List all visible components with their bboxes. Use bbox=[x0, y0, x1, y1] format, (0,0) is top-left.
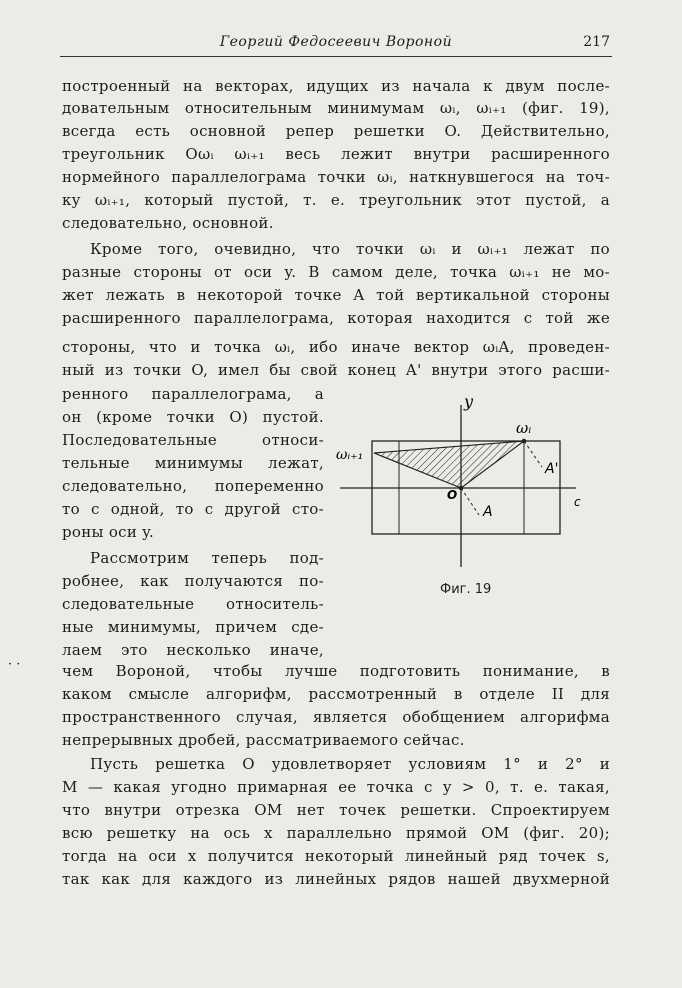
figure-19 bbox=[336, 395, 586, 610]
text-line: следовательные относитель- bbox=[62, 595, 324, 613]
text-line: довательным относительным минимумам ωᵢ, ωᵢ₊₁ (фиг. 19), bbox=[62, 99, 610, 117]
text-line: нормейного параллелограма точки ωᵢ, наткнувшегося на точ- bbox=[62, 168, 610, 186]
text-line: построенный на векторах, идущих из начала к двум после- bbox=[62, 77, 610, 95]
text-line: Кроме того, очевидно, что точки ωᵢ и ωᵢ₊₁ лежат по bbox=[90, 240, 610, 258]
figure-caption: Фиг. 19 bbox=[440, 582, 492, 597]
text-line: так как для каждого из линейных рядов нашей двухмерной bbox=[62, 870, 610, 888]
text-line: тельные минимумы лежат, bbox=[62, 454, 324, 472]
text-line: Пусть решетка O удовлетворяет условиям 1° и 2° и bbox=[90, 755, 610, 773]
running-title: Георгий Федосеевич Вороной bbox=[219, 34, 453, 50]
text-line: непрерывных дробей, рассматриваемого сейчас. bbox=[62, 731, 465, 749]
text-line: он (кроме точки O) пустой. bbox=[62, 408, 324, 426]
text-line: Рассмотрим теперь под- bbox=[90, 549, 324, 567]
text-line: ку ωᵢ₊₁, который пустой, т. е. треугольник этот пустой, а bbox=[62, 191, 610, 209]
vector-to-a bbox=[461, 488, 479, 515]
text-line: каком смысле алгорифм, рассмотренный в отделе II для bbox=[62, 685, 610, 703]
text-line: робнее, как получаются по- bbox=[62, 572, 324, 590]
text-line: всю решетку на ось x параллельно прямой OM (фиг. 20); bbox=[62, 824, 610, 842]
text-line: ренного параллелограма, а bbox=[62, 385, 324, 403]
text-line: треугольник Oωᵢ ωᵢ₊₁ весь лежит внутри расширенного bbox=[62, 145, 610, 163]
text-line: лаем это несколько иначе, bbox=[62, 641, 324, 659]
text-line: роны оси y. bbox=[62, 523, 155, 541]
text-line: жет лежать в некоторой точке A той вертикальной стороны bbox=[62, 286, 610, 304]
point-wi bbox=[522, 439, 527, 444]
text-line: пространственного случая, является обобщением алгорифма bbox=[62, 708, 610, 726]
label-wi: ωᵢ bbox=[516, 419, 532, 437]
text-line: всегда есть основной репер решетки O. Действительно, bbox=[62, 122, 610, 140]
label-a-prime: A' bbox=[545, 461, 559, 477]
text-line: чем Вороной, чтобы лучше подготовить понимание, в bbox=[62, 662, 610, 680]
text-line: M — какая угодно примарная ее точка с y > 0, т. е. такая, bbox=[62, 778, 610, 796]
label-wi1: ωᵢ₊₁ bbox=[336, 447, 364, 463]
text-line: следовательно, попеременно bbox=[62, 477, 324, 495]
text-line: расширенного параллелограма, которая находится с той же bbox=[62, 309, 610, 327]
page-number: 217 bbox=[583, 34, 610, 50]
label-a: A bbox=[483, 504, 493, 520]
text-line: следовательно, основной. bbox=[62, 214, 274, 232]
label-x: c bbox=[574, 495, 581, 509]
label-y: y bbox=[464, 395, 474, 411]
text-line: то с одной, то с другой сто- bbox=[62, 500, 324, 518]
margin-mark: · · bbox=[8, 657, 21, 672]
text-line: разные стороны от оси y. В самом деле, точка ωᵢ₊₁ не мо- bbox=[62, 263, 610, 281]
label-o: O bbox=[447, 488, 458, 502]
text-line: стороны, что и точка ωᵢ, ибо иначе вектор ωᵢA, проведен- bbox=[62, 338, 610, 356]
vector-to-a-prime bbox=[524, 441, 542, 467]
page-header bbox=[60, 30, 612, 57]
text-line: что внутри отрезка OM нет точек решетки. Спроектируем bbox=[62, 801, 610, 819]
hatched-triangle bbox=[374, 441, 524, 488]
point-o bbox=[459, 486, 464, 491]
text-line: ный из точки O, имел бы свой конец A' внутри этого расши- bbox=[62, 361, 610, 379]
text-line: ные минимумы, причем сде- bbox=[62, 618, 324, 636]
text-line: тогда на оси x получится некоторый линейный ряд точек s, bbox=[62, 847, 610, 865]
text-line: Последовательные относи- bbox=[62, 431, 324, 449]
